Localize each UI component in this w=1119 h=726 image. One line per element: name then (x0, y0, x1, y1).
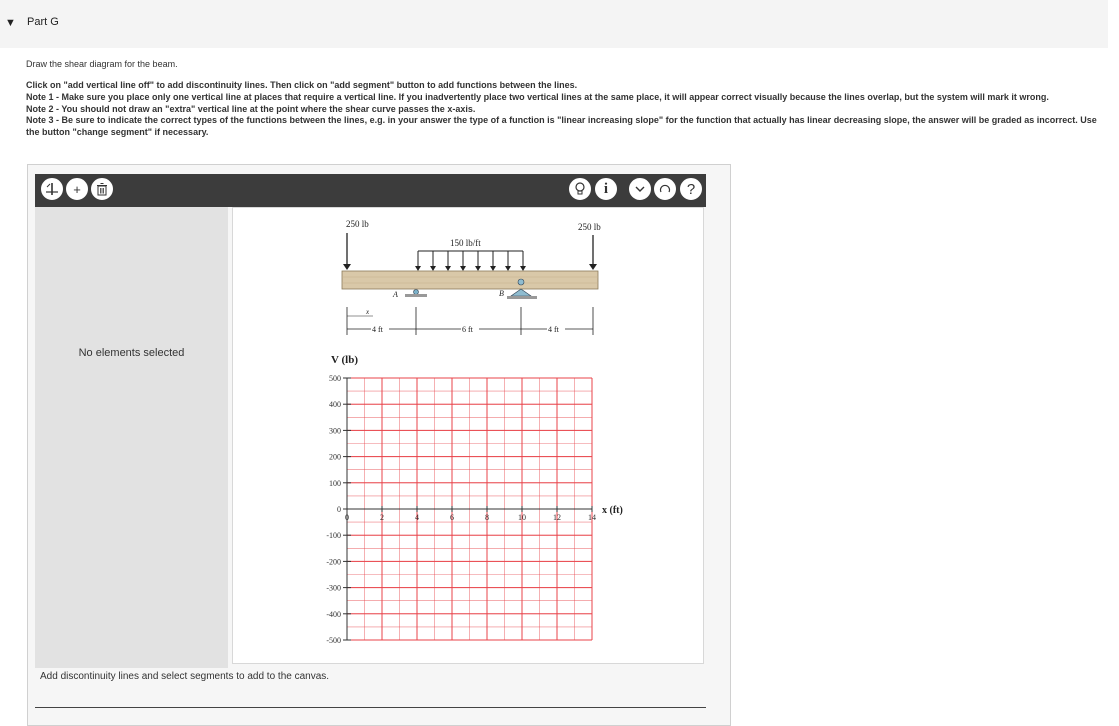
status-divider (35, 707, 706, 708)
instructions (26, 80, 1111, 139)
info-button[interactable] (595, 178, 617, 200)
y-tick-label: 500 (329, 374, 341, 383)
info-icon: i (603, 180, 609, 197)
load-left-label: 250 lb (346, 219, 369, 229)
chevron-down-icon (635, 185, 645, 193)
collapse-caret-icon[interactable]: ▼ (5, 17, 16, 29)
add-vertical-line-button[interactable] (41, 178, 63, 200)
note-1: Note 1 - Make sure you place only one vertical line at places that require a vertical line. If you inadvertently place two vertical lines at the same place, it will appear correct visually because the lines overlap, but the system will mark it wrong. (26, 91, 1049, 102)
no-elements-label: No elements selected (78, 347, 185, 359)
canvas-svg (233, 208, 703, 663)
dim-2-label: 6 ft (462, 325, 473, 334)
toolbar (35, 174, 706, 207)
problem-prompt: Draw the shear diagram for the beam. (26, 59, 178, 69)
y-tick-label: -300 (326, 583, 341, 593)
lightbulb-icon (574, 182, 586, 196)
distributed-load-arrows (415, 251, 526, 271)
dimension-lines (347, 307, 593, 335)
vertical-line-icon (45, 182, 59, 196)
support-a (392, 290, 427, 300)
note-2: Note 2 - You should not draw an "extra" vertical line at the point where the shear curve passes the x-axis. (26, 103, 476, 114)
x-marker-label: x (366, 308, 370, 316)
load-left-arrowhead (343, 264, 351, 270)
x-axis-label: x (ft) (602, 505, 623, 516)
part-title: Part G (27, 16, 59, 28)
instruction-line: Click on "add vertical line off" to add discontinuity lines. Then click on "add segment" button to add functions between the lines. (26, 80, 578, 90)
y-tick-label: 200 (329, 452, 341, 462)
hint-button[interactable] (569, 178, 591, 200)
question-icon: ? (686, 180, 696, 198)
x-tick-label: 4 (415, 513, 419, 522)
drawing-canvas[interactable] (232, 207, 704, 664)
x-tick-label: 0 (345, 513, 349, 522)
add-segment-button[interactable] (66, 178, 88, 200)
dim-3-label: 4 ft (548, 325, 559, 334)
dim-1-label: 4 ft (372, 325, 383, 334)
status-message: Add discontinuity lines and select segments to add to the canvas. (40, 671, 330, 682)
expand-button[interactable] (629, 178, 651, 200)
x-tick-label: 6 (450, 513, 454, 522)
y-axis-label: V (lb) (331, 354, 358, 366)
y-tick-label: -500 (326, 636, 341, 645)
y-tick-label: 0 (337, 505, 341, 514)
y-tick-label: -100 (326, 531, 341, 541)
load-right-arrowhead (589, 264, 597, 270)
x-tick-label: 14 (588, 513, 596, 522)
reset-button[interactable] (654, 178, 676, 200)
x-ticks (345, 506, 596, 522)
x-tick-label: 12 (553, 513, 561, 522)
delete-button[interactable] (91, 178, 113, 200)
reset-icon (659, 183, 671, 195)
y-tick-label: -200 (326, 557, 341, 567)
x-tick-label: 10 (518, 513, 526, 522)
distributed-load-label: 150 lb/ft (450, 238, 481, 248)
y-tick-label: -400 (326, 609, 341, 619)
trash-icon (96, 183, 108, 196)
y-tick-label: 100 (329, 478, 341, 488)
y-tick-label: 400 (329, 400, 341, 410)
plus-icon: + (73, 181, 81, 197)
beam-figure (342, 219, 601, 335)
beam-body (342, 271, 598, 289)
shear-diagram-plot[interactable] (326, 354, 623, 645)
y-tick-label: 300 (329, 426, 341, 436)
x-tick-label: 8 (485, 513, 489, 522)
part-header[interactable] (0, 0, 1108, 48)
support-a-label: A (393, 290, 398, 299)
note-3: Note 3 - Be sure to indicate the correct types of the functions between the lines, e.g. in your answer the type of a function is "linear increasing slope" for the function that actually has linear decreasing slope, the answer will be graded as incorrect. Use the button "change segment" if necessary. (26, 115, 1097, 138)
load-right-label: 250 lb (578, 222, 601, 232)
help-button[interactable] (680, 178, 702, 200)
support-b-label: B (499, 289, 504, 298)
x-tick-label: 2 (380, 513, 384, 522)
selection-panel (35, 207, 228, 668)
